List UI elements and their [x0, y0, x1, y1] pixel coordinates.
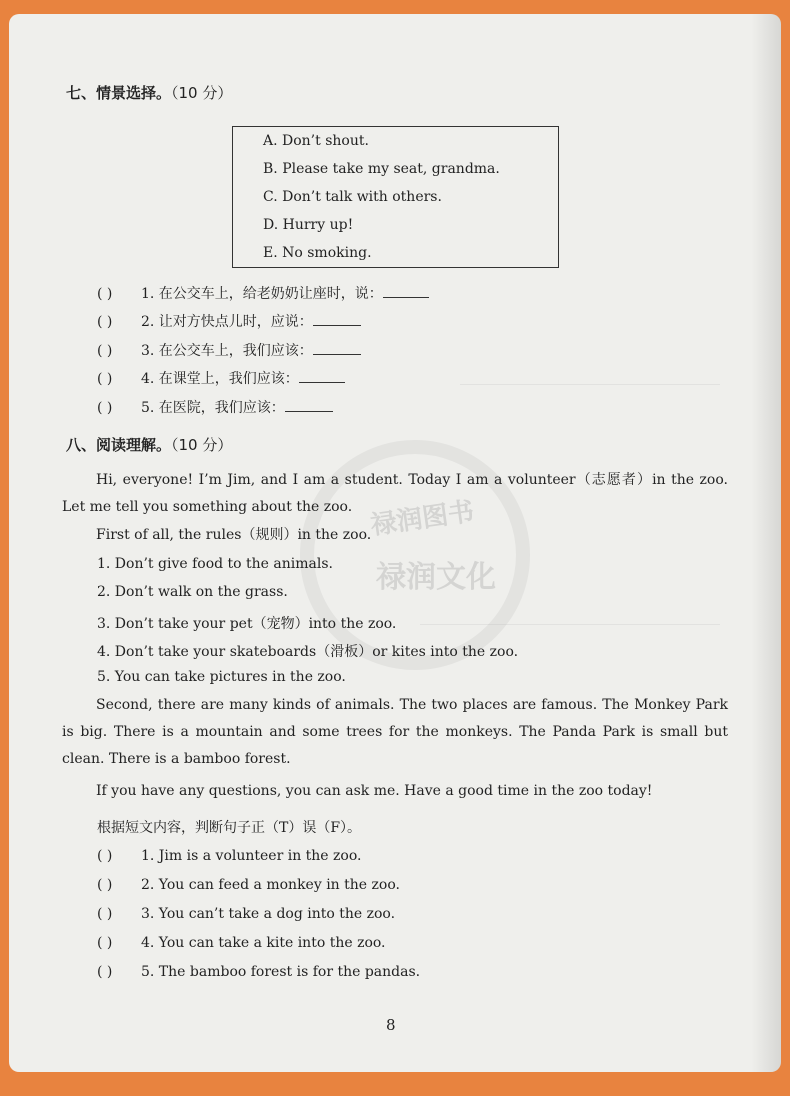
- options-box: [232, 126, 559, 268]
- question-text: 2. You can feed a monkey in the zoo.: [141, 877, 400, 893]
- rule-2: 2. Don’t walk on the grass.: [97, 584, 288, 600]
- question-text: 3. 在公交车上，我们应该：: [141, 343, 313, 359]
- bleed-through-mark: [460, 370, 720, 385]
- answer-blank[interactable]: [299, 368, 345, 383]
- passage-paragraph-4: [62, 778, 728, 805]
- tf-instruction: 根据短文内容，判断句子正（T）误（F）。: [97, 820, 362, 836]
- question-text: 1. Jim is a volunteer in the zoo.: [141, 848, 362, 864]
- s8-question-4: [97, 935, 386, 951]
- option-e: E. No smoking.: [263, 245, 372, 261]
- option-a: A. Don’t shout.: [263, 133, 369, 149]
- passage-paragraph-2: [62, 522, 728, 549]
- page-number: 8: [386, 1016, 396, 1034]
- question-text: 4. 在课堂上，我们应该：: [141, 371, 299, 387]
- paragraph-text: If you have any questions, you can ask me. Have a good time in the zoo today!: [96, 783, 653, 799]
- s7-question-4: [97, 368, 345, 388]
- question-text: 5. The bamboo forest is for the pandas.: [141, 964, 421, 980]
- question-text: 2. 让对方快点儿时，应说：: [141, 314, 313, 330]
- question-text: 1. 在公交车上，给老奶奶让座时，说：: [141, 286, 383, 302]
- answer-paren[interactable]: ( ): [97, 400, 113, 416]
- section-8-title: 八、阅读理解。: [66, 436, 172, 454]
- s8-question-3: [97, 906, 395, 922]
- rule-5: 5. You can take pictures in the zoo.: [97, 669, 346, 685]
- s7-question-3: [97, 340, 361, 360]
- answer-blank[interactable]: [313, 311, 361, 326]
- s8-question-1: [97, 848, 361, 864]
- answer-paren[interactable]: ( ): [97, 935, 113, 951]
- answer-paren[interactable]: ( ): [97, 286, 113, 302]
- watermark-text-2: 禄润文化: [376, 560, 496, 595]
- rule-3: 3. Don’t take your pet（宠物）into the zoo.: [97, 616, 397, 632]
- answer-paren[interactable]: ( ): [97, 314, 113, 330]
- section-7-title: 七、情景选择。: [66, 84, 172, 102]
- question-text: 4. You can take a kite into the zoo.: [141, 935, 386, 951]
- answer-paren[interactable]: ( ): [97, 848, 113, 864]
- s8-question-2: [97, 877, 400, 893]
- answer-paren[interactable]: ( ): [97, 906, 113, 922]
- answer-paren[interactable]: ( ): [97, 371, 113, 387]
- answer-paren[interactable]: ( ): [97, 343, 113, 359]
- paragraph-text: Hi, everyone! I’m Jim, and I am a student. Today I am a volunteer（志愿者）in the zoo. Let me tell you something about the zoo.: [62, 472, 728, 515]
- question-text: 3. You can’t take a dog into the zoo.: [141, 906, 396, 922]
- answer-blank[interactable]: [383, 283, 429, 298]
- s7-question-1: [97, 283, 429, 303]
- watermark-text-1: 禄润图书: [368, 496, 476, 542]
- section-8-score: （10 分）: [171, 436, 233, 454]
- question-text: 5. 在医院，我们应该：: [141, 400, 285, 416]
- paragraph-text: Second, there are many kinds of animals. The two places are famous. The Monkey Park is big. There is a mountain and some trees for the monkeys. The Panda Park is small but clean. There is a bamboo forest.: [62, 697, 728, 767]
- section-8-heading: [66, 436, 232, 454]
- paragraph-text: First of all, the rules（规则）in the zoo.: [96, 527, 372, 543]
- passage-paragraph-1: [62, 467, 728, 521]
- answer-paren[interactable]: ( ): [97, 964, 113, 980]
- section-7-heading: [66, 84, 232, 102]
- answer-blank[interactable]: [285, 397, 333, 412]
- s7-question-2: [97, 311, 361, 331]
- rule-1: 1. Don’t give food to the animals.: [97, 556, 333, 572]
- s7-question-5: [97, 397, 333, 417]
- passage-paragraph-3: [62, 692, 728, 773]
- s8-question-5: [97, 964, 420, 980]
- option-d: D. Hurry up!: [263, 217, 354, 233]
- answer-blank[interactable]: [313, 340, 361, 355]
- answer-paren[interactable]: ( ): [97, 877, 113, 893]
- option-c: C. Don’t talk with others.: [263, 189, 442, 205]
- option-b: B. Please take my seat, grandma.: [263, 161, 500, 177]
- rule-4: 4. Don’t take your skateboards（滑板）or kites into the zoo.: [97, 644, 519, 660]
- section-7-score: （10 分）: [171, 84, 233, 102]
